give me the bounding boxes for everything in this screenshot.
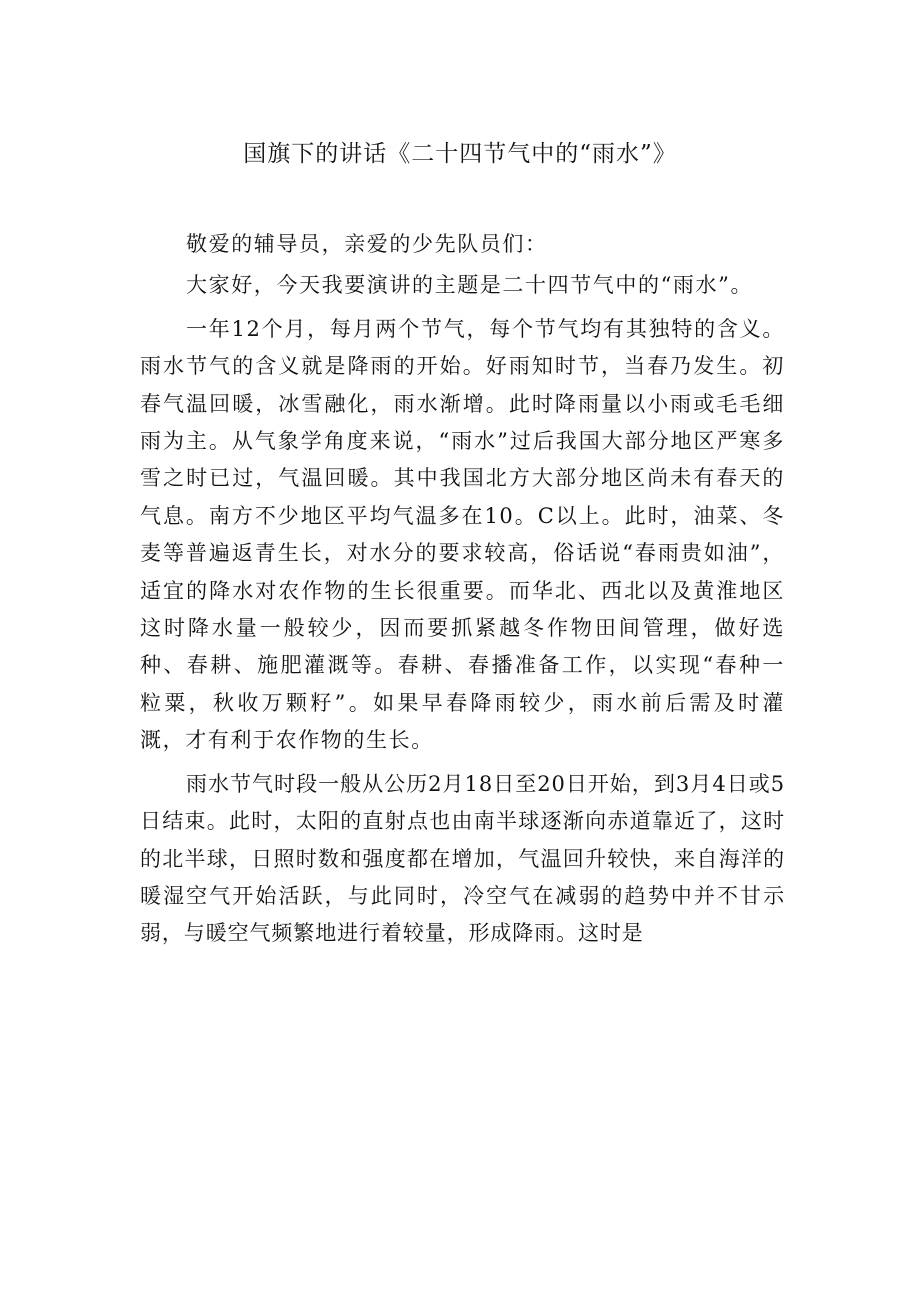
speech-body	[140, 226, 785, 959]
document-title: 国旗下的讲话《二十四节气中的“雨水”》	[243, 141, 677, 167]
paragraph-greeting: 大家好，今天我要演讲的主题是二十四节气中的“雨水”。	[186, 273, 754, 298]
paragraph-timing: 雨水节气时段一般从公历2月18日至20日开始，到3月4日或5日结束。此时，太阳的直射点也由南半球逐渐向赤道靠近了，这时的北半球，日照时数和强度都在增加，气温回升较快，来自海洋的暖湿空气开始活跃，与此同时，冷空气在减弱的趋势中并不甘示弱，与暖空气频繁地进行着较量，形成降雨。这时是	[140, 771, 785, 946]
paragraph-meaning: 一年12个月，每月两个节气，每个节气均有其独特的含义。雨水节气的含义就是降雨的开始。好雨知时节，当春乃发生。初春气温回暖，冰雪融化，雨水渐增。此时降雨量以小雨或毛毛细雨为主。从气象学角度来说，“雨水”过后我国大部分地区严寒多雪之时已过，气温回暖。其中我国北方大部分地区尚未有春天的气息。南方不少地区平均气温多在10。C以上。此时，油菜、冬麦等普遍返青生长，对水分的要求较高，俗话说“春雨贵如油”，适宜的降水对农作物的生长很重要。而华北、西北以及黄淮地区这时降水量一般较少，因而要抓紧越冬作物田间管理，做好选种、春耕、施肥灌溉等。春耕、春播准备工作，以实现“春种一粒粟，秋收万颗籽”。如果早春降雨较少，雨水前后需及时灌溉，才有利于农作物的生长。	[140, 316, 785, 753]
salutation: 敬爱的辅导员，亲爱的少先队员们：	[186, 232, 548, 256]
